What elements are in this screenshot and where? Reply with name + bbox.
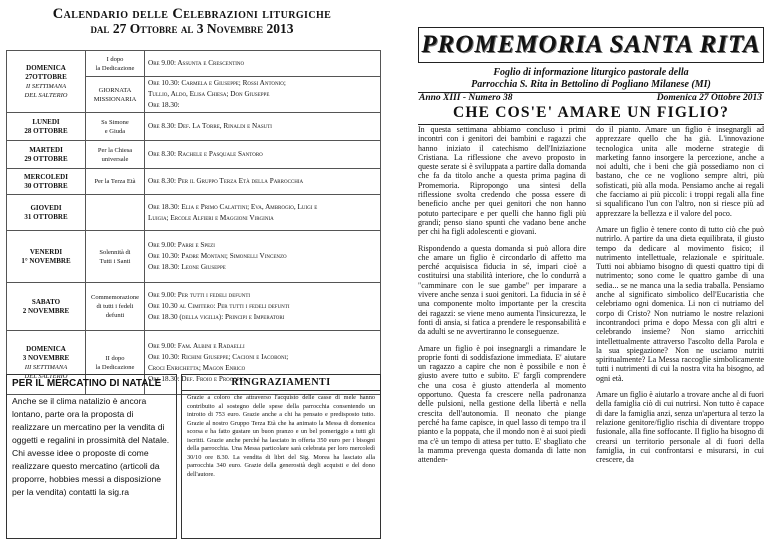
- calendar-day-label: SABATO 2 NOVEMBRE: [22, 297, 70, 315]
- ringraziamenti-box: [181, 374, 381, 539]
- calendar-masses: [145, 77, 381, 113]
- calendar-day-label: GIOVEDI 31 OTTOBRE: [24, 203, 68, 221]
- calendar-occasion: Ss Simone e Giuda: [86, 113, 145, 141]
- mass-intention: Ore 9.00: Per tutti i fedeli defunti: [148, 291, 251, 299]
- calendar-row: [7, 51, 381, 77]
- calendar-masses: [145, 283, 381, 331]
- calendar-day-label: DOMENICA 3 NOVEMBRE: [22, 344, 70, 362]
- calendar-occasion: II dopo la Dedicazione: [86, 331, 145, 395]
- newsletter-title: PROMEMORIA SANTA RITA: [421, 31, 761, 58]
- mass-intention: Croci Enrichetta; Magon Enrico: [148, 363, 246, 372]
- calendar-day: [7, 51, 86, 113]
- calendar-day-label: LUNEDI 28 OTTOBRE: [24, 117, 68, 135]
- calendar-day-label: DOMENICA 27OTTOBRE: [25, 63, 67, 81]
- mass-intention: Ore 9.00: Assunta e Crescentino: [148, 59, 245, 67]
- calendar-masses: [145, 141, 381, 169]
- newsletter-subtitle-1: Foglio di informazione liturgico pastorale della: [493, 67, 689, 78]
- calendar-day: [7, 113, 86, 141]
- calendar-masses: [145, 113, 381, 141]
- mass-intention: Ore 8.30: Def. La Torre, Rinaldi e Nasuti: [148, 122, 272, 130]
- newsletter-masthead: [418, 27, 764, 63]
- ringraziamenti-text: Grazie a coloro che attraverso l'acquisto delle casse di mele hanno contribuito al sostegno delle spese della parrocchia consentendo un introito di 753 euro. Grazie anche a chi ha pensato e predisposto tutto. Grazie al nostro Gruppo Terza Età che ha animato la Messa di domenica scorsa e ha fatto gustare un buon pranzo e un bel pomeriggio a tutti gli iscritti. Grazie anche perché ha lasciato in offerta 350 euro per i bisogni della parrocchia. Una Messa particolare sarà celebrata per loro mercoledì 30/10 ore 8.30. La vendita di libri del Sig. Morea ha lasciato alla parrocchia 340 euro. Grazie della generosità degli acquisti e del dono dell'autore.: [187, 394, 375, 478]
- calendar-day: [7, 283, 86, 331]
- calendar-day-label: MERCOLEDI 30 OTTOBRE: [24, 172, 68, 190]
- calendar-title: Calendario delle Celebrazioni liturgiche: [52, 6, 332, 22]
- calendar-body: [7, 51, 381, 395]
- calendar-day-label: MARTEDI 29 OTTOBRE: [24, 145, 68, 163]
- calendar-day-note: III SETTIMANA DEL SALTERIO: [24, 363, 68, 380]
- article-paragraph: Amare un figlio è poi insegnargli a rimandare le proprie fonti di soddisfazione immediata. E' aiutare un ragazzo a capire che non è possibile e non è giusto avere tutto e subito. E' farglì comprendere che una cosa è giusto attenderla al momento opportuno. Questa fa crescere nella padronanza delle pulsioni, nella gestione della libertà e nella crescita dell'autonomia. Il neonato che piange perché ha fame capisce, in quel lasso di tempo tra il pianto e la poppata, che il mondo non è ai suoi piedi ma c'è un tempo di attesa per tutto. E' sbagliato che la mamma prevenga questa domanda di latte non attenden-: [418, 343, 586, 465]
- mass-intention: Ore 18.30: Def. Froio e Procopio: [148, 374, 245, 383]
- article-paragraph: do il pianto. Amare un figlio è insegnargli ad apprezzare quello che ha già. L'innovazione tecnologica unita alle moderne strategie di marketing fanno insorgere la percezione, anche a noi adulti, che i beni che già possediamo non ci bastano, che ce ne vogliono sempre altri, più sofisticati, più alla moda. Pensiamo anche ai regali che facciamo ai più piccoli: i troppi regali alla fine si squalificano l'un con l'altro, non si riesce più ad apprezzare la bellezza e il valore del poco.: [596, 125, 764, 218]
- calendar-day: [7, 195, 86, 231]
- calendar-masses: [145, 51, 381, 77]
- calendar-occasion: Per la Chiesa universale: [86, 141, 145, 169]
- calendar-occasion: [86, 195, 145, 231]
- calendar-day: [7, 141, 86, 169]
- article-paragraph: In questa settimana abbiamo concluso i primi incontri con i genitori dei bambini e ragazzi che hanno iniziato il catechismo dell'Iniziazione Cristiana. La riflessione che avevo proposto in queste serate si è sviluppata a partire dalla domanda che fa da titolo anche a questa prima pagina di Promemoria. Ripropongo una sintesi della riflessione svolta credendo che possa essere di beneficio anche per quei genitori che non hanno potuto partecipare e per quelli che hanno figli più grandi; penso siano spunti che vadano bene anche per chi ha figli adolescenti e giovani.: [418, 125, 586, 237]
- calendar-occasion: Commemorazione di tutti i fedeli defunti: [86, 283, 145, 331]
- mass-intention: Ore 18.30 (della vigilia): Principi e Imperatori: [148, 313, 285, 321]
- mass-intention: Ore 10.30 al Cimitero: Per tutti i fedeli defunti: [148, 302, 290, 310]
- mass-intention: Ore 18.30: Elia e Primo Calattini; Eva, Ambrogio, Luigi e: [148, 202, 318, 211]
- calendar-masses: [145, 169, 381, 195]
- article-column-2: [596, 125, 764, 471]
- article-title: CHE COS'E' AMARE UN FIGLIO?: [452, 104, 730, 121]
- calendar-row: [7, 169, 381, 195]
- calendar-row: [7, 195, 381, 231]
- issue-number: Anno XIII - Numero 38: [419, 93, 513, 103]
- calendar-row: [7, 141, 381, 169]
- mass-intention: Ore 10.30: Carmela e Giuseppe; Rossi Antonio;: [148, 79, 286, 87]
- mercatino-title: PER IL MERCATINO DI NATALE: [12, 378, 162, 389]
- mass-intention: Tullio, Aldo, Elisa Chiesa; Don Giuseppe: [148, 90, 270, 98]
- calendar-day-note: II SETTIMANA DEL SALTERIO: [24, 82, 68, 99]
- calendar-day: [7, 169, 86, 195]
- article-paragraph: Amare un figlio è tenere conto di tutto ciò che può nutrirlo. A partire da una dieta equilibrata, il giusto tempo da dedicare al movimento fisico; il nutrimento intellettuale, relazionale e spirituale. Tutti noi abbiamo bisogno di questi quattro tipi di nutrimento; sono come le quattro gambe di una sedia... se ne manca una la sedia traballa. Pensiamo anche al significato simbolico dell'Eucaristia che celebriamo ogni domenica. Li non ci nutriamo del corpo di Cristo? Non nutriamo le nostre relazioni incontrandoci prima e dopo Messa con gli altri e celebrando insieme? Non siamo arricchiti intellettualmente attraverso l'ascolto della Parola e la sua spiegazione? Non ne usciamo nutriti spiritualmente? La Messa raccoglie simbolicamente tutti i nutrimenti di cui la nostra vita ha bisogno, ad ogni età.: [596, 224, 764, 383]
- calendar-subtitle: dal 27 Ottobre al 3 Novembre 2013: [90, 21, 294, 36]
- calendar-day: [7, 231, 86, 283]
- calendar-occasion: Solennità di Tutti i Santi: [86, 231, 145, 283]
- calendar-row: [7, 231, 381, 283]
- mercatino-text: Anche se il clima natalizio è ancora lontano, parte ora la proposta di realizzare un mercatino per la vendita di oggetti e regalini in prossimità del Natale. Chi avesse idee o proposte di come realizzare questo mercatino (articoli da proporre, hobbies messi a disposizione per la vendita) contatti la sig.ra: [12, 396, 170, 497]
- calendar-masses: [145, 195, 381, 231]
- mass-intention: Ore 18.30:: [148, 101, 180, 109]
- mass-intention: Ore 8.30: Per il Gruppo Terza Età della Parrocchia: [148, 177, 304, 185]
- calendar-day-label: VENERDI 1° NOVEMBRE: [21, 247, 71, 265]
- mercatino-box: [6, 374, 177, 539]
- mass-intention: Ore 9.00: Fam. Albini e Radaelli: [148, 341, 245, 350]
- article-paragraph: Amare un figlio è aiutarlo a trovare anche al di fuori della famiglia ciò di cui nutrirsi. Non tutto è capace di dare la famiglia anzi, senza un'apertura al terzo la relazione genitore/figlio rischia di diventare troppo fusionale, alla fine soffocante. Il figlio ha bisogno di crearsi un territorio personale al di fuori della famiglia, in cui confrontarsi e misurarsi, in cui crescere, da: [596, 390, 764, 465]
- article-column-1: [418, 125, 586, 471]
- calendar-masses: [145, 231, 381, 283]
- calendar-table: [6, 50, 381, 395]
- mass-intention: Ore 8.30: Rachele e Pasquale Santoro: [148, 150, 263, 158]
- article-paragraph: Rispondendo a questa domanda si può allora dire che amare un figlio è circondarlo di affetto ma perché acquisisca fiducia in sé, impari cioè a costituirsi una stabilità interiore, che lo condurrà a "camminare con le sue gambe" per imparare a vivere anche senza i suoi genitori. La fiducia in sé è una componente molto importante per la crescita dei ragazzi: se viene meno aumenta l'insicurezza, le fonti di ansia, si fatica a prendere le responsabilità e da adulti se ne avvertiranno le conseguenze.: [418, 243, 586, 337]
- calendar-occasion: GIORNATA MISSIONARIA: [86, 77, 145, 113]
- newsletter-subtitle-2: Parrocchia S. Rita in Bettolino di Pogliano Milanese (MI): [471, 79, 711, 90]
- mass-intention: Ore 18.30: Leone Giuseppe: [148, 263, 226, 271]
- ringraziamenti-title: RINGRAZIAMENTI: [182, 377, 380, 391]
- mass-intention: Ore 10.30: Padre Montani; Simonelli Vincenzo: [148, 252, 287, 260]
- mass-intention: Ore 10.30: Richini Giuseppe; Cacioni e Iacoboni;: [148, 352, 289, 361]
- calendar-occasion: I dopo la Dedicazione: [86, 51, 145, 77]
- calendar-occasion: Per la Terza Età: [86, 169, 145, 195]
- mass-intention: Luigia; Ercole Alfieri e Maggioni Virginia: [148, 213, 274, 222]
- calendar-row: [7, 113, 381, 141]
- issue-date: Domenica 27 Ottobre 2013: [656, 93, 762, 103]
- calendar-row: [7, 283, 381, 331]
- mass-intention: Ore 9.00: Parri e Spezi: [148, 241, 215, 249]
